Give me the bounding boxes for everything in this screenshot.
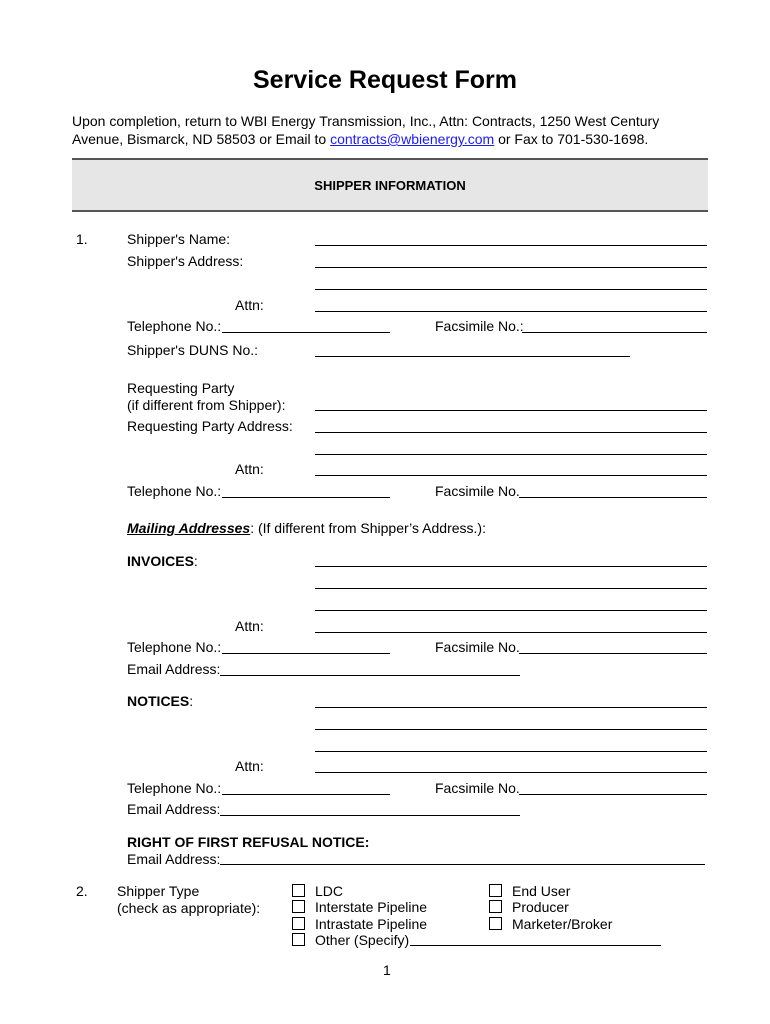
shipper-name-label: Shipper's Name: <box>127 231 231 247</box>
shipper-attn-label: Attn: <box>235 297 264 313</box>
shipper-telephone-label: Telephone No.: <box>127 318 222 334</box>
requesting-party-address-line-2[interactable] <box>315 454 707 455</box>
notices-email-label: Email Address: <box>127 801 221 817</box>
contracts-email-link[interactable]: contracts@wbienergy.com <box>330 131 495 147</box>
ldc-checkbox[interactable] <box>292 884 305 897</box>
notices-address-line-3[interactable] <box>315 751 707 752</box>
shipper-address-line-1[interactable] <box>315 267 707 268</box>
shipper-type-note: (check as appropriate): <box>117 900 261 916</box>
rofr-email-label: Email Address: <box>127 851 221 867</box>
rofr-email-field[interactable] <box>220 864 705 865</box>
notices-address-line-1[interactable] <box>315 707 707 708</box>
notices-facsimile-label: Facsimile No. <box>435 780 520 796</box>
producer-checkbox[interactable] <box>489 900 502 913</box>
invoices-attn-label: Attn: <box>235 618 264 634</box>
marketer-broker-checkbox[interactable] <box>489 917 502 930</box>
end-user-checkbox[interactable] <box>489 884 502 897</box>
shipper-address-label: Shipper's Address: <box>127 253 244 269</box>
shipper-attn-field[interactable] <box>315 311 707 312</box>
requesting-party-facsimile-field[interactable] <box>519 497 707 498</box>
page-number: 1 <box>383 962 391 978</box>
banner-label: SHIPPER INFORMATION <box>314 178 466 193</box>
shipper-address-line-2[interactable] <box>315 289 707 290</box>
invoices-heading: INVOICES: <box>127 553 198 569</box>
other-specify-label: Other (Specify) <box>315 932 410 948</box>
section-2-number: 2. <box>76 883 88 899</box>
requesting-party-facsimile-label: Facsimile No. <box>435 483 520 499</box>
notices-attn-label: Attn: <box>235 758 264 774</box>
intrastate-pipeline-checkbox[interactable] <box>292 917 305 930</box>
marketer-broker-label: Marketer/Broker <box>512 916 613 932</box>
notices-telephone-label: Telephone No.: <box>127 780 222 796</box>
section-1-number: 1. <box>76 231 88 247</box>
invoices-attn-field[interactable] <box>315 632 707 633</box>
requesting-party-telephone-label: Telephone No.: <box>127 483 222 499</box>
intro-line-2: Avenue, Bismarck, ND 58503 or Email to contracts@wbienergy.com or Fax to 701-530-1698. <box>72 131 649 147</box>
requesting-party-address-line-1[interactable] <box>315 432 707 433</box>
requesting-party-note: (if different from Shipper): <box>127 397 286 413</box>
invoices-facsimile-label: Facsimile No. <box>435 639 520 655</box>
shipper-duns-field[interactable] <box>315 356 630 357</box>
shipper-facsimile-label: Facsimile No.: <box>435 318 524 334</box>
shipper-facsimile-field[interactable] <box>522 332 707 333</box>
rofr-notice-heading: RIGHT OF FIRST REFUSAL NOTICE: <box>127 834 370 850</box>
notices-facsimile-field[interactable] <box>519 794 707 795</box>
intro-line-1: Upon completion, return to WBI Energy Transmission, Inc., Attn: Contracts, 1250 West Century <box>72 113 660 129</box>
ldc-label: LDC <box>315 883 344 899</box>
notices-telephone-field[interactable] <box>222 794 390 795</box>
invoices-address-line-3[interactable] <box>315 610 707 611</box>
other-specify-field[interactable] <box>410 945 661 946</box>
producer-label: Producer <box>512 899 569 915</box>
notices-email-field[interactable] <box>220 815 520 816</box>
other-checkbox[interactable] <box>292 933 305 946</box>
invoices-address-line-2[interactable] <box>315 588 707 589</box>
shipper-information-banner <box>72 158 708 212</box>
invoices-telephone-field[interactable] <box>222 653 390 654</box>
interstate-pipeline-checkbox[interactable] <box>292 900 305 913</box>
notices-heading: NOTICES: <box>127 693 194 709</box>
invoices-address-line-1[interactable] <box>315 566 707 567</box>
requesting-party-attn-field[interactable] <box>315 475 707 476</box>
requesting-party-attn-label: Attn: <box>235 461 264 477</box>
invoices-telephone-label: Telephone No.: <box>127 639 222 655</box>
requesting-party-label: Requesting Party <box>127 380 235 396</box>
invoices-facsimile-field[interactable] <box>519 653 707 654</box>
mailing-addresses-heading: Mailing Addresses: (If different from Shipper’s Address.): <box>127 520 486 536</box>
invoices-email-label: Email Address: <box>127 661 221 677</box>
shipper-type-label: Shipper Type <box>117 883 200 899</box>
notices-address-line-2[interactable] <box>315 729 707 730</box>
shipper-name-field[interactable] <box>315 245 707 246</box>
intrastate-pipeline-label: Intrastate Pipeline <box>315 916 428 932</box>
form-title: Service Request Form <box>253 66 517 94</box>
requesting-party-telephone-field[interactable] <box>222 497 390 498</box>
end-user-label: End User <box>512 883 571 899</box>
notices-attn-field[interactable] <box>315 772 707 773</box>
shipper-duns-label: Shipper's DUNS No.: <box>127 342 259 358</box>
requesting-party-field[interactable] <box>315 410 707 411</box>
intro-paragraph <box>72 112 659 148</box>
invoices-email-field[interactable] <box>220 675 520 676</box>
shipper-telephone-field[interactable] <box>222 332 390 333</box>
interstate-pipeline-label: Interstate Pipeline <box>315 899 428 915</box>
requesting-party-address-label: Requesting Party Address: <box>127 418 293 434</box>
